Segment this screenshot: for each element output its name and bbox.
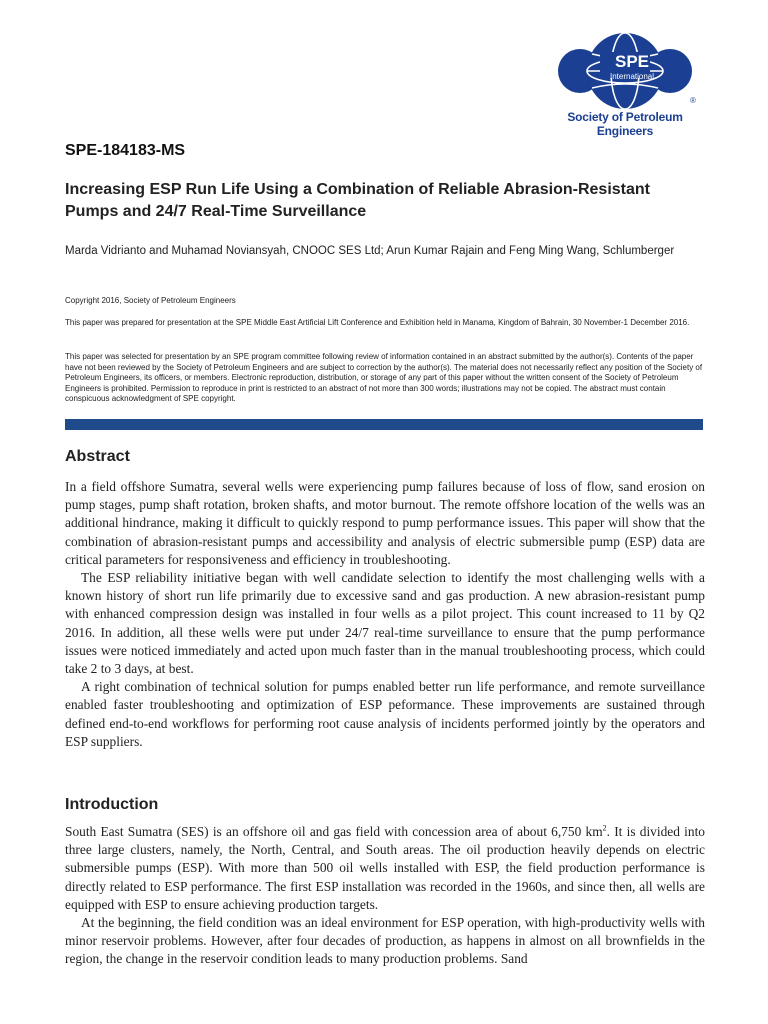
abstract-paragraph: The ESP reliability initiative began with well candidate selection to identify the most challenging wells with a known history of short run life primarily due to excessive sand and gas production. A new abrasion-resistant pump with enhanced compression design was installed in four wells as a pilot project. This count increased to 11 by Q2 2016. In addition, all these wells were put under 24/7 real-time surveillance to ensure that the pump performance issues were noticed immediately and acted upon much faster than in the manual troubleshooting process, which could take 2 to 3 days, at best.: [65, 570, 705, 677]
spe-logo: [540, 32, 710, 138]
abstract-body: [65, 478, 705, 751]
presentation-note: This paper was prepared for presentation at the SPE Middle East Artificial Lift Conference and Exhibition held in Manama, Kingdom of Bahrain, 30 November-1 December 2016.: [65, 318, 690, 327]
superscript: 2: [602, 823, 607, 833]
abstract-paragraph: A right combination of technical solution for pumps enabled better run life performance, and remote surveillance enabled faster troubleshooting and optimization of ESP peformance. These improvements are sustained through defined end-to-end workflows for performing root cause analysis of incidents performed jointly by the operators and ESP suppliers.: [65, 679, 705, 749]
abstract-paragraph: In a field offshore Sumatra, several wells were experiencing pump failures because of loss of flow, sand erosion on pump stages, pump shaft rotation, broken shafts, and motor burnout. The remote offshore location of the wells was an additional hindrance, making it difficult to quickly respond to pump performance issues. This paper will show that the combination of abrasion-resistant pumps and accessibility and analysis of electric submersible pump (ESP) data are critical parameters for responsiveness and efficiency in troubleshooting.: [65, 479, 705, 567]
header-divider: [65, 419, 703, 430]
spe-emblem-subtext: International: [609, 72, 655, 81]
introduction-paragraph: At the beginning, the field condition was an ideal environment for ESP operation, with high-productivity wells with minor reservoir problems. However, after four decades of production, as happens in almost on all brownfields in the region, the change in the reservoir condition leads to many production problems. Sand: [65, 915, 705, 967]
intro-text: South East Sumatra (SES) is an offshore oil and gas field with concession area of about 6,750 km: [65, 824, 603, 839]
introduction-heading: Introduction: [65, 796, 159, 813]
society-name: Society of Petroleum Engineers: [567, 110, 683, 138]
copyright-notice: Copyright 2016, Society of Petroleum Engineers: [65, 296, 236, 305]
paper-title: Increasing ESP Run Life Using a Combination of Reliable Abrasion-Resistant Pumps and 24/7 Real-Time Surveillance: [65, 181, 650, 220]
introduction-paragraph: [65, 823, 705, 914]
registered-mark: ®: [690, 96, 696, 105]
selection-note: This paper was selected for presentation by an SPE program committee following review of information contained in an abstract submitted by the author(s). Contents of the paper have not been reviewed by the Society of Petroleum Engineers and are subject to correction by the author(s). The material does not necessarily reflect any position of the Society of Petroleum Engineers, its officers, or members. Electronic reproduction, distribution, or storage of any part of this paper without the written consent of the Society of Petroleum Engineers is prohibited. Permission to reproduce in print is restricted to an abstract of not more than 300 words; illustrations may not be copied. The abstract must contain conspicuous acknowledgment of SPE copyright.: [65, 352, 703, 403]
abstract-heading: Abstract: [65, 448, 130, 465]
paper-id: SPE-184183-MS: [65, 142, 186, 159]
intro-text: . It is divided into three large clusters, namely, the North, Central, and South areas. The oil production heavily depends on electric submersible pumps (ESP). With more than 500 oil wells installed with ESP, the field production performance is directly related to ESP performance. The first ESP installation was recorded in the 1960s, and since then, all wells are equipped with ESP to ensure achieving production targets.: [65, 824, 705, 912]
authors: Marda Vidrianto and Muhamad Noviansyah, CNOOC SES Ltd; Arun Kumar Rajain and Feng Ming Wang, Schlumberger: [65, 245, 675, 257]
spe-emblem-text: SPE: [614, 52, 650, 71]
introduction-body: [65, 823, 705, 969]
